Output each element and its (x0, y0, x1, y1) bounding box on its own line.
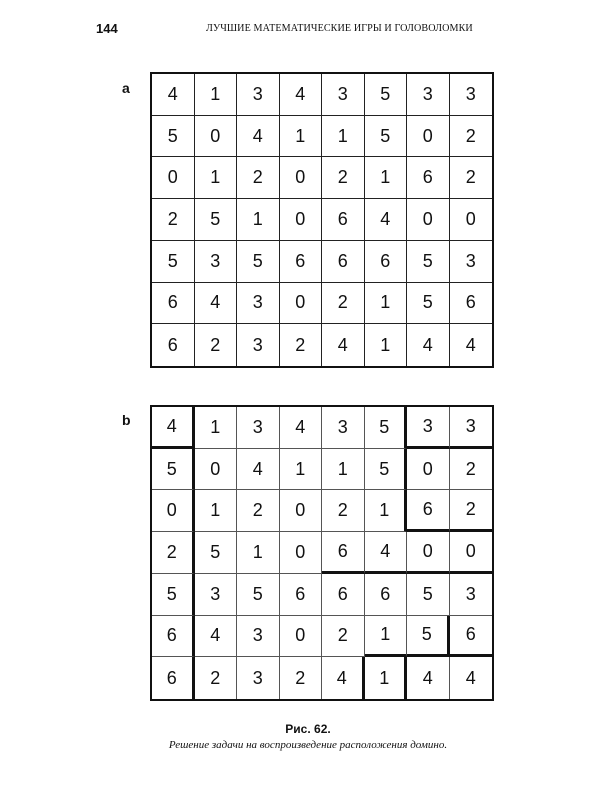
grid-cell: 3 (322, 74, 365, 116)
grid-cell: 5 (407, 574, 450, 616)
grid-cell: 3 (450, 574, 493, 616)
grid-cell: 5 (195, 199, 238, 241)
grid-b (150, 405, 494, 701)
grid-cell: 5 (152, 116, 195, 158)
grid-cell: 1 (365, 283, 408, 325)
grid-cell: 3 (450, 74, 493, 116)
grid-cell: 1 (365, 490, 408, 532)
grid-cell: 3 (237, 616, 280, 658)
grid-cell: 4 (152, 407, 195, 449)
grid-cell: 6 (280, 241, 323, 283)
grid-cell: 4 (465, 667, 476, 688)
grid-cell: 1 (195, 407, 238, 449)
grid-cell: 1 (322, 449, 365, 491)
grid-cell: 3 (237, 407, 280, 449)
grid-cell: 2 (450, 116, 493, 158)
grid-cell: 1 (195, 157, 238, 199)
figure-caption-title: Рис. 62. (285, 722, 331, 736)
grid-cell: 1 (280, 116, 323, 158)
grid-cell: 0 (152, 490, 195, 532)
grid-cell: 6 (450, 283, 493, 325)
grid-cell: 2 (237, 157, 280, 199)
grid-cell: 2 (322, 283, 365, 325)
grid-cell: 0 (280, 490, 323, 532)
grid-cell: 5 (365, 116, 408, 158)
grid-cell: 3 (407, 74, 450, 116)
grid-cell: 2 (280, 657, 323, 699)
grid-cell: 6 (152, 283, 195, 325)
grid-cell: 2 (322, 616, 365, 658)
grid-cell: 1 (280, 449, 323, 491)
figure-caption-text: Решение задачи на воспроизведение расположения домино. (168, 739, 448, 751)
page-number: 144 (96, 21, 118, 36)
grid-cell: 4 (407, 324, 450, 366)
grid-cell: 6 (280, 574, 323, 616)
grid-cell: 5 (407, 241, 450, 283)
grid-cell: 1 (365, 324, 408, 366)
grid-cell: 2 (450, 157, 493, 199)
grid-cell: 0 (407, 199, 450, 241)
grid-cell: 5 (152, 574, 195, 616)
grid-cell: 6 (365, 574, 408, 616)
grid-cell: 6 (407, 490, 450, 532)
grid-cell: 1 (195, 490, 238, 532)
grid-cell: 1 (237, 532, 280, 574)
grid-cell: 5 (195, 532, 238, 574)
grid-cell: 4 (322, 657, 365, 699)
grid-cell: 0 (195, 449, 238, 491)
grid-cell: 5 (365, 407, 408, 449)
grid-cell: 3 (195, 574, 238, 616)
grid-cell: 2 (152, 532, 195, 574)
grid-cell: 5 (407, 616, 450, 658)
grid-cell: 4 (322, 324, 365, 366)
grid-cell: 1 (322, 116, 365, 158)
grid-cell: 2 (450, 490, 493, 532)
grid-cell: 4 (465, 334, 476, 355)
grid-cell: 0 (280, 157, 323, 199)
grid-cell: 3 (407, 407, 450, 449)
grid-cell: 4 (195, 616, 238, 658)
grid-cell: 1 (365, 157, 408, 199)
grid-cell: 2 (195, 657, 238, 699)
grid-cell: 4 (365, 199, 408, 241)
grid-cell: 3 (195, 241, 238, 283)
grid-cell: 1 (237, 199, 280, 241)
grid-cell: 5 (365, 449, 408, 491)
running-header: ЛУЧШИЕ МАТЕМАТИЧЕСКИЕ ИГРЫ И ГОЛОВОЛОМКИ (206, 22, 473, 34)
grid-cell: 4 (237, 449, 280, 491)
grid-cell: 4 (195, 283, 238, 325)
grid-cell: 5 (237, 241, 280, 283)
grid-cell: 0 (152, 157, 195, 199)
grid-cell: 0 (407, 116, 450, 158)
grid-cell: 1 (195, 74, 238, 116)
grid-cell: 4 (280, 407, 323, 449)
grid-cell: 6 (322, 532, 365, 574)
grid-cell: 0 (450, 532, 493, 574)
grid-cell: 6 (152, 616, 195, 658)
grid-cell: 3 (237, 283, 280, 325)
grid-cell: 3 (322, 407, 365, 449)
grid-cell: 0 (407, 449, 450, 491)
grid-cell: 5 (365, 74, 408, 116)
grid-cell: 6 (152, 324, 195, 366)
grid-cell: 5 (152, 241, 195, 283)
grid-cell: 6 (322, 241, 365, 283)
grid-cell: 5 (237, 574, 280, 616)
grid-cell: 0 (407, 532, 450, 574)
grid-cell: 6 (322, 574, 365, 616)
grid-cell: 3 (237, 74, 280, 116)
grid-cell: 0 (280, 616, 323, 658)
grid-cell: 1 (365, 616, 408, 658)
grid-cell: 0 (280, 283, 323, 325)
grid-cell: 5 (152, 449, 195, 491)
grid-cell: 4 (152, 74, 195, 116)
grid-a-label: a (122, 80, 130, 96)
grid-a (150, 72, 494, 368)
grid-cell: 2 (237, 490, 280, 532)
grid-cell: 2 (322, 157, 365, 199)
grid-cell: 5 (407, 283, 450, 325)
grid-cell: 2 (152, 199, 195, 241)
grid-cell: 2 (450, 449, 493, 491)
grid-cell: 3 (450, 407, 493, 449)
grid-cell: 0 (280, 199, 323, 241)
grid-cell: 4 (280, 74, 323, 116)
grid-cell: 6 (152, 657, 195, 699)
grid-cell: 0 (450, 199, 493, 241)
grid-cell: 0 (195, 116, 238, 158)
grid-cell: 3 (237, 657, 280, 699)
grid-cell: 1 (365, 657, 408, 699)
grid-cell: 4 (365, 532, 408, 574)
grid-cell: 2 (322, 490, 365, 532)
grid-cell: 4 (237, 116, 280, 158)
grid-cell: 2 (195, 324, 238, 366)
grid-cell: 6 (322, 199, 365, 241)
grid-cell: 6 (407, 157, 450, 199)
grid-b-label: b (122, 412, 131, 428)
grid-cell: 2 (280, 324, 323, 366)
grid-cell: 0 (280, 532, 323, 574)
grid-cell: 6 (450, 616, 493, 658)
grid-cell: 6 (365, 241, 408, 283)
grid-cell: 4 (407, 657, 450, 699)
grid-cell: 3 (450, 241, 493, 283)
grid-cell: 3 (237, 324, 280, 366)
